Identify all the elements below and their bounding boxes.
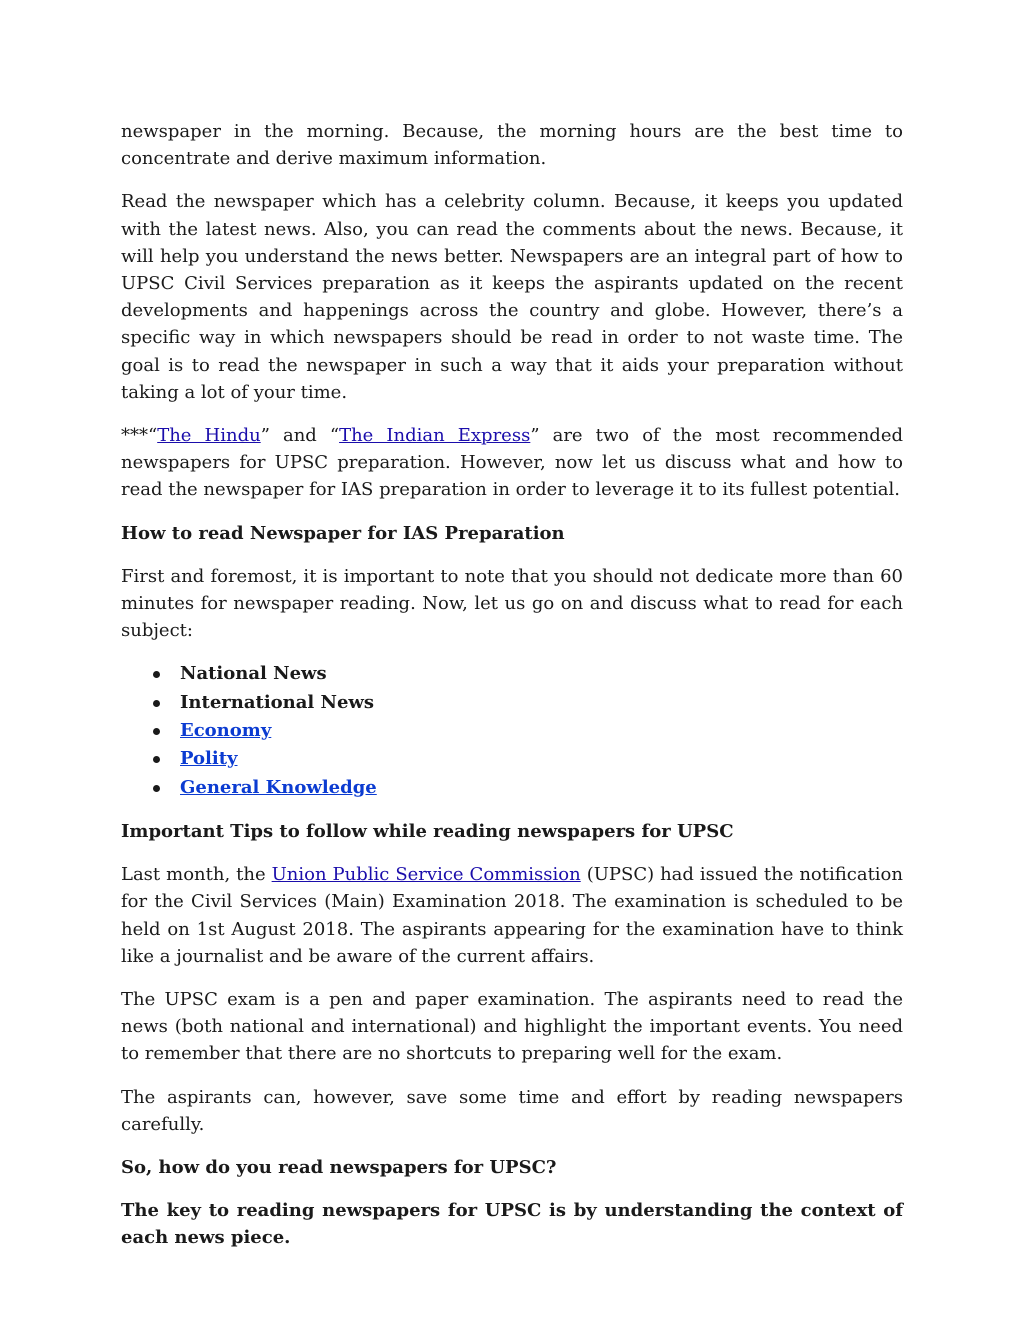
bullet-icon bbox=[153, 728, 160, 735]
heading-key-to-reading: The key to reading newspapers for UPSC is by understanding the context of each news piece. bbox=[121, 1200, 903, 1249]
list-item bbox=[121, 774, 903, 802]
paragraph-save-time: The aspirants can, however, save some time and effort by reading newspapers carefully. bbox=[121, 1086, 903, 1135]
topic-list bbox=[121, 660, 903, 801]
list-item bbox=[121, 689, 903, 717]
link-the-hindu[interactable]: The Hindu bbox=[157, 425, 261, 447]
link-polity[interactable]: Polity bbox=[180, 748, 238, 770]
bullet-icon bbox=[153, 671, 160, 678]
paragraph-sixty-minutes: First and foremost, it is important to note that you should not dedicate more than 60 minutes for newspaper reading. Now, let us go on and discuss what to read for each subject: bbox=[121, 565, 903, 642]
list-item bbox=[121, 717, 903, 745]
text-prefix: ***“ bbox=[121, 425, 158, 447]
link-the-indian-express[interactable]: The Indian Express bbox=[339, 425, 531, 447]
list-item bbox=[121, 745, 903, 773]
paragraph-pen-and-paper: The UPSC exam is a pen and paper examination. The aspirants need to read the news (both national and international) and highlight the important events. You need to remember that there are no shortcuts to preparing well for the exam. bbox=[121, 988, 903, 1065]
paragraph-recommended-newspapers bbox=[121, 422, 903, 504]
bullet-icon bbox=[153, 756, 160, 763]
link-union-public-service-commission[interactable]: Union Public Service Commission bbox=[271, 864, 581, 886]
list-item bbox=[121, 660, 903, 688]
text-prefix: Last month, the bbox=[121, 864, 272, 886]
bullet-icon bbox=[153, 700, 160, 707]
text-mid: ” and “ bbox=[260, 425, 340, 447]
paragraph-upsc-notification bbox=[121, 861, 903, 970]
heading-how-to-read: How to read Newspaper for IAS Preparation bbox=[121, 522, 565, 544]
topic-national-news: National News bbox=[180, 663, 327, 685]
bullet-icon bbox=[153, 785, 160, 792]
text-suffix: (UPSC) had issued the notification for the Civil Services (Main) Examination 2018. The examination is scheduled to be held on 1st August 2018. The aspirants appearing for the examination have to think like a journalist and be aware of the current affairs. bbox=[121, 864, 903, 967]
link-economy[interactable]: Economy bbox=[180, 720, 272, 742]
paragraph-intro: newspaper in the morning. Because, the morning hours are the best time to concentrate and derive maximum information. bbox=[121, 121, 903, 170]
text-suffix: ” are two of the most recommended newspapers for UPSC preparation. However, now let us discuss what and how to read the newspaper for IAS preparation in order to leverage it to its fullest potential. bbox=[121, 425, 904, 501]
link-general-knowledge[interactable]: General Knowledge bbox=[180, 776, 377, 798]
topic-international-news: International News bbox=[180, 691, 375, 713]
heading-important-tips: Important Tips to follow while reading newspapers for UPSC bbox=[121, 820, 734, 842]
heading-how-do-you-read: So, how do you read newspapers for UPSC? bbox=[121, 1156, 557, 1178]
document-page bbox=[121, 118, 903, 1268]
paragraph-celebrity-column: Read the newspaper which has a celebrity column. Because, it keeps you updated with the latest news. Also, you can read the comments about the news. Because, it will help you understand the news better. Newspapers are an integral part of how to UPSC Civil Services preparation as it keeps the aspirants updated on the recent developments and happenings across the country and globe. However, there’s a specific way in which newspapers should be read in order to not waste time. The goal is to read the newspaper in such a way that it aids your preparation without taking a lot of your time. bbox=[121, 191, 903, 403]
